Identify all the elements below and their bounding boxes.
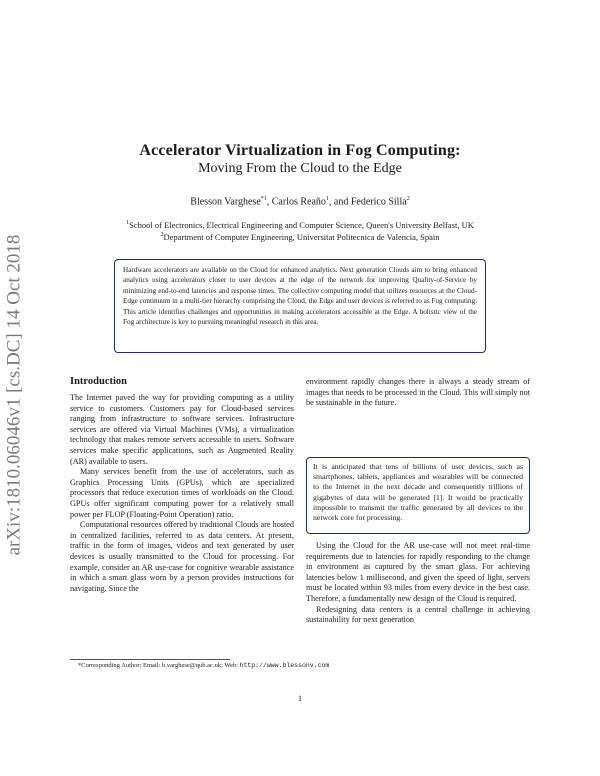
author-3: and Federico Silla xyxy=(333,196,407,208)
footnote-text: *Corresponding Author; Email: b.varghese@qub.ac.uk; Web: xyxy=(78,662,238,669)
page-number: 1 xyxy=(297,693,303,703)
right-column-top xyxy=(306,377,530,409)
abstract-box: Hardware accelerators are available on the Cloud for enhanced analytics. Next generation Clouds aim to bring enhanced analytics using accelerators closer to user devices at the edge of the network for improving Quality-of-Service by minimizing end-to-end latencies and response times. The collective computing model that utilizes resources at the Cloud-Edge continuum in a multi-tier hierarchy comprising the Cloud, the Edge and user devices is referred to as Fog computing. This article identifies challenges and opportunities in making accelerators accessible at the Edge. A holistic view of the Fog architecture is key to pursuing meaningful research in this area. xyxy=(114,259,486,353)
paragraph: Many services benefit from the use of accelerators, such as Graphics Processing Units (GPUs), which are specialized processors that reduce execution times of workloads on the Cloud. GPUs offer significant computing power for a relatively small power per FLOP (Floating-Point Operation) ratio. xyxy=(70,467,294,519)
affiliation-1: $^1$School of Electronics, Electrical Engineering and Computer Science, Queen's University Belfast, UK xyxy=(126,220,474,230)
author-2: Carlos Reaño xyxy=(271,196,326,208)
pull-quote-box: It is anticipated that tens of billions of user devices, such as smartphones, tablets, appliances and wearables will be connected to the Internet in the next decade and consequently trillions of gigabytes of data will be generated [1]. It would be practically impossible to transmit the traffic generated by all devices to the network core for processing. xyxy=(306,457,530,534)
paragraph: Redesigning data centers is a central challenge in achieving sustainability for next generation xyxy=(306,604,530,625)
paragraph: environment rapidly changes there is always a steady stream of images that needs to be processed in the Cloud. This will simply not be sustainable in the future. xyxy=(306,377,530,408)
author-2-marker: 1 xyxy=(325,196,329,202)
paragraph: Using the Cloud for the AR use-case will not meet real-time requirements due to latencies for rapidly responding to the change in environment as captured by the smart glass. For achieving latencies below 1 millisecond, and given the speed of light, servers must be located within 93 miles from every device in the best case. Therefore, a fundamentally new design of the Cloud is required. xyxy=(306,541,530,603)
footnote-divider xyxy=(70,659,230,660)
footnote xyxy=(78,662,329,669)
paragraph: Computational resources offered by traditional Clouds are hosted in centralized facilities, referred to as data centers. At present, traffic in the form of images, videos and text generated by user devices is usually transmitted to the Cloud for processing. For example, consider an AR use-case for cognitive wearable assistance in which a smart glass worn by a person provides instructions for navigating. Since the xyxy=(70,520,294,593)
right-column-bottom xyxy=(306,541,530,626)
author-1-marker: *1 xyxy=(260,196,267,202)
author-list: Blesson Varghese$^{*1}$, Carlos Reaño$^1$, and Federico Silla$^2$ xyxy=(190,196,410,208)
author-3-marker: 2 xyxy=(406,196,410,202)
left-column xyxy=(70,393,294,594)
section-heading-introduction: Introduction xyxy=(70,376,127,387)
arxiv-id: arXiv:1810.06046v1 [cs.DC] 14 Oct 2018 xyxy=(3,234,25,556)
arxiv-stamp xyxy=(2,220,26,570)
author-1: Blesson Varghese xyxy=(190,196,261,208)
footnote-url-link[interactable]: http://www.blessonv.com xyxy=(239,662,330,669)
paper-title: Accelerator Virtualization in Fog Computing: xyxy=(139,142,461,159)
paper-subtitle: Moving From the Cloud to the Edge xyxy=(198,161,402,176)
affiliation-2: $^2$Department of Computer Engineering, Universitat Politecnica de Valencia, Spain xyxy=(160,232,440,242)
paragraph: The Internet paved the way for providing computing as a utility service to customers. Customers pay for Cloud-based services ranging from infrastructure to software services. Infrastructure services are offered via Virtual Machines (VMs), a virtualization technology that makes remote servers accessible to users. Software services make specific applications, such as Augmented Reality (AR) available to users. xyxy=(70,393,294,466)
